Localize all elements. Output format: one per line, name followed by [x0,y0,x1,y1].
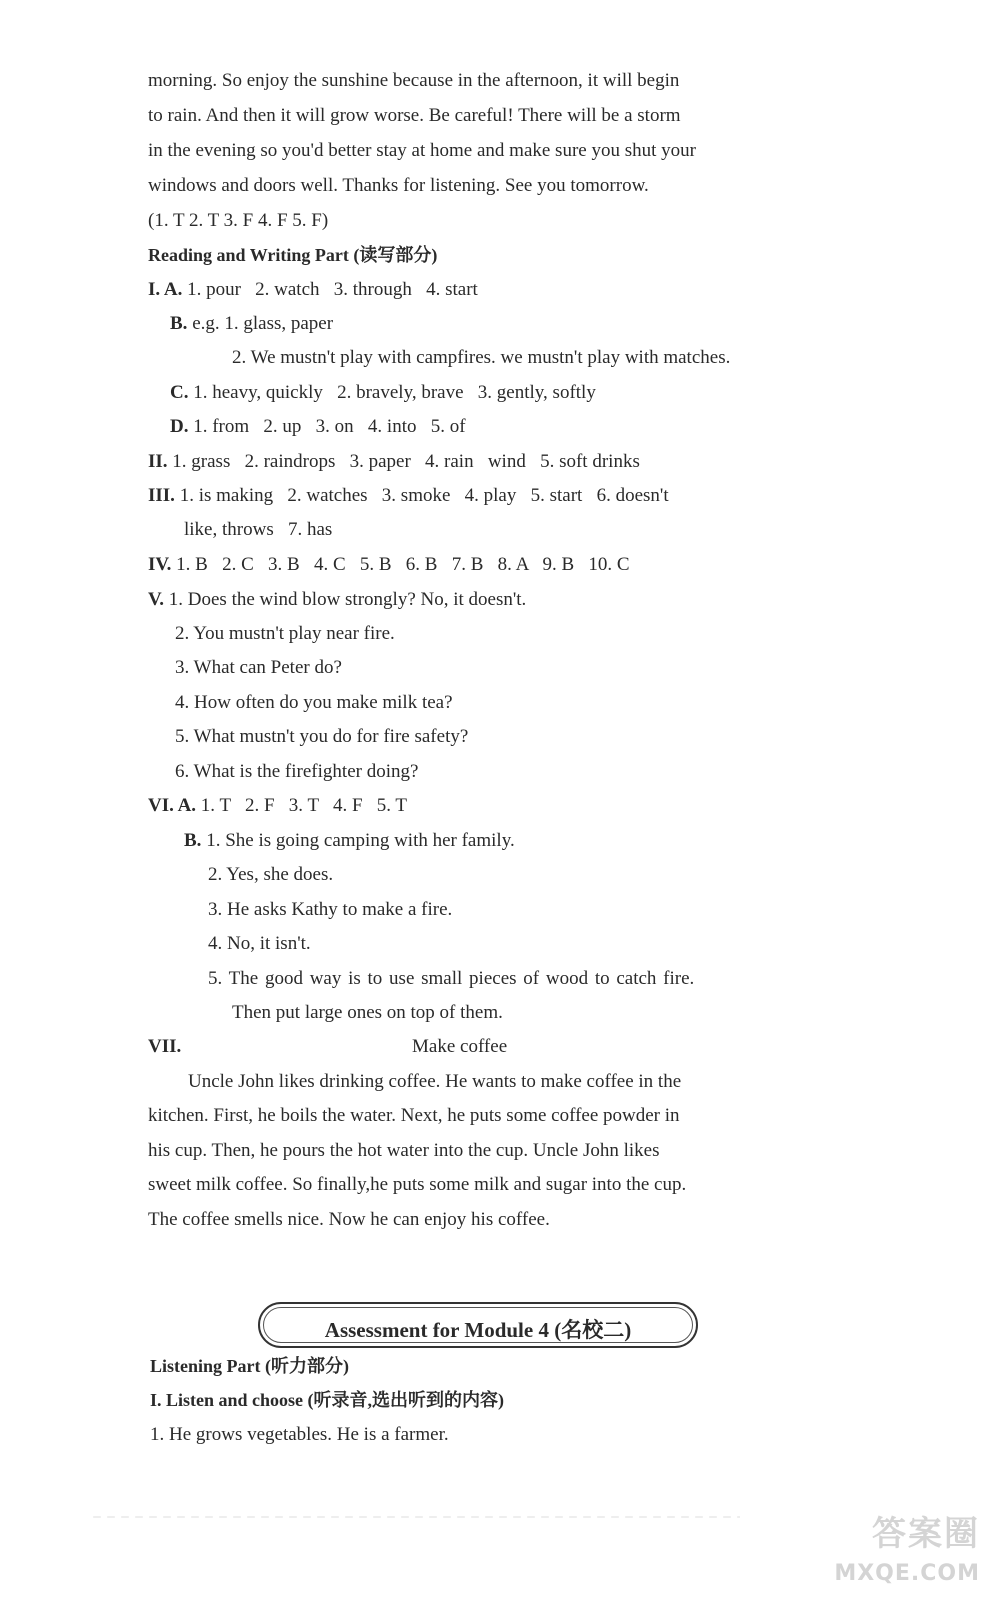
list-item: 2. Yes, she does. [208,864,334,885]
list-item: 5. What mustn't you do for fire safety? [175,726,469,747]
subsection-answers: 1. from 2. up 3. on 4. into 5. of [193,416,466,437]
section-answers: 1. pour 2. watch 3. through 4. start [187,279,478,300]
listen-item: 1. He grows vegetables. He is a farmer. [150,1424,449,1445]
composition-line: The coffee smells nice. Now he can enjoy his coffee. [148,1209,550,1230]
section-1c [170,381,596,405]
section-1d [170,415,466,439]
list-item: 1. She is going camping with her family. [206,830,515,851]
subsection-answers: 1. heavy, quickly 2. bravely, brave 3. gently, softly [193,382,596,403]
section-6b [184,829,515,853]
listening-heading: Listening Part (听力部分) [150,1356,349,1376]
subsection-label: B. [170,313,188,334]
section-4 [148,553,630,577]
section-answers: 1. T 2. F 3. T 4. F 5. T [200,795,408,816]
section-6a [148,794,407,818]
list-item: 6. What is the firefighter doing? [175,761,419,782]
listening-text-line: in the evening so you'd better stay at home and make sure you shut your [148,140,696,161]
section-answers: 1. is making 2. watches 3. smoke 4. play 5. start 6. doesn't [179,485,669,506]
section-label: IV. [148,554,172,575]
section-2 [148,450,640,474]
listening-text-line: to rain. And then it will grow worse. Be careful! There will be a storm [148,105,681,126]
list-item: 1. Does the wind blow strongly? No, it doesn't. [168,589,527,610]
listening-answers: (1. T 2. T 3. F 4. F 5. F) [148,210,329,231]
composition-line: his cup. Then, he pours the hot water into the cup. Uncle John likes [148,1140,660,1161]
watermark-logo [820,1506,980,1586]
list-item: 4. How often do you make milk tea? [175,692,453,713]
section-5 [148,588,526,612]
section-label: I. A. [148,279,183,300]
section-3-cont: like, throws 7. has [184,519,333,540]
list-item: 4. No, it isn't. [208,933,311,954]
watermark-top: 答案圈 [872,1514,980,1554]
list-item: 5. The good way is to use small pieces of wood to catch fire. [208,968,695,989]
section-1b [170,312,333,336]
subsection-label: C. [170,382,189,403]
section-label: V. [148,589,165,610]
section-answers: 1. B 2. C 3. B 4. C 5. B 6. B 7. B 8. A 9. B 10. C [176,554,630,575]
listen-choose-heading: I. Listen and choose (听录音,选出听到的内容) [150,1390,505,1410]
section-label: VI. A. [148,795,197,816]
subsection-label: D. [170,416,189,437]
composition-line: Uncle John likes drinking coffee. He wants to make coffee in the [188,1071,682,1092]
subsection-label: B. [184,830,202,851]
list-item: 2. You mustn't play near fire. [175,623,395,644]
listening-text-line: morning. So enjoy the sunshine because in the afternoon, it will begin [148,70,680,91]
composition-line: kitchen. First, he boils the water. Next, he puts some coffee powder in [148,1105,680,1126]
section-label: VII. [148,1036,182,1057]
list-item-cont: Then put large ones on top of them. [232,1002,503,1023]
section-label: III. [148,485,175,506]
watermark-bottom: MXQE.COM [834,1561,980,1586]
reading-writing-heading: Reading and Writing Part (读写部分) [148,245,438,265]
list-item: 3. What can Peter do? [175,657,342,678]
scan-artifact [90,1516,740,1518]
listening-text-line: windows and doors well. Thanks for listening. See you tomorrow. [148,175,649,196]
section-3 [148,484,669,508]
subsection-answers: e.g. 1. glass, paper [192,313,334,334]
composition-title: Make coffee [412,1036,508,1057]
assessment-title-box [258,1302,698,1348]
list-item: 3. He asks Kathy to make a fire. [208,899,453,920]
section-answers: 1. grass 2. raindrops 3. paper 4. rain wind 5. soft drinks [172,451,640,472]
section-1a [148,278,478,302]
assessment-title: Assessment for Module 4 (名校二) [324,1318,632,1342]
composition-line: sweet milk coffee. So finally,he puts some milk and sugar into the cup. [148,1174,687,1195]
section-1b-2: 2. We mustn't play with campfires. we mustn't play with matches. [232,347,731,368]
section-label: II. [148,451,168,472]
